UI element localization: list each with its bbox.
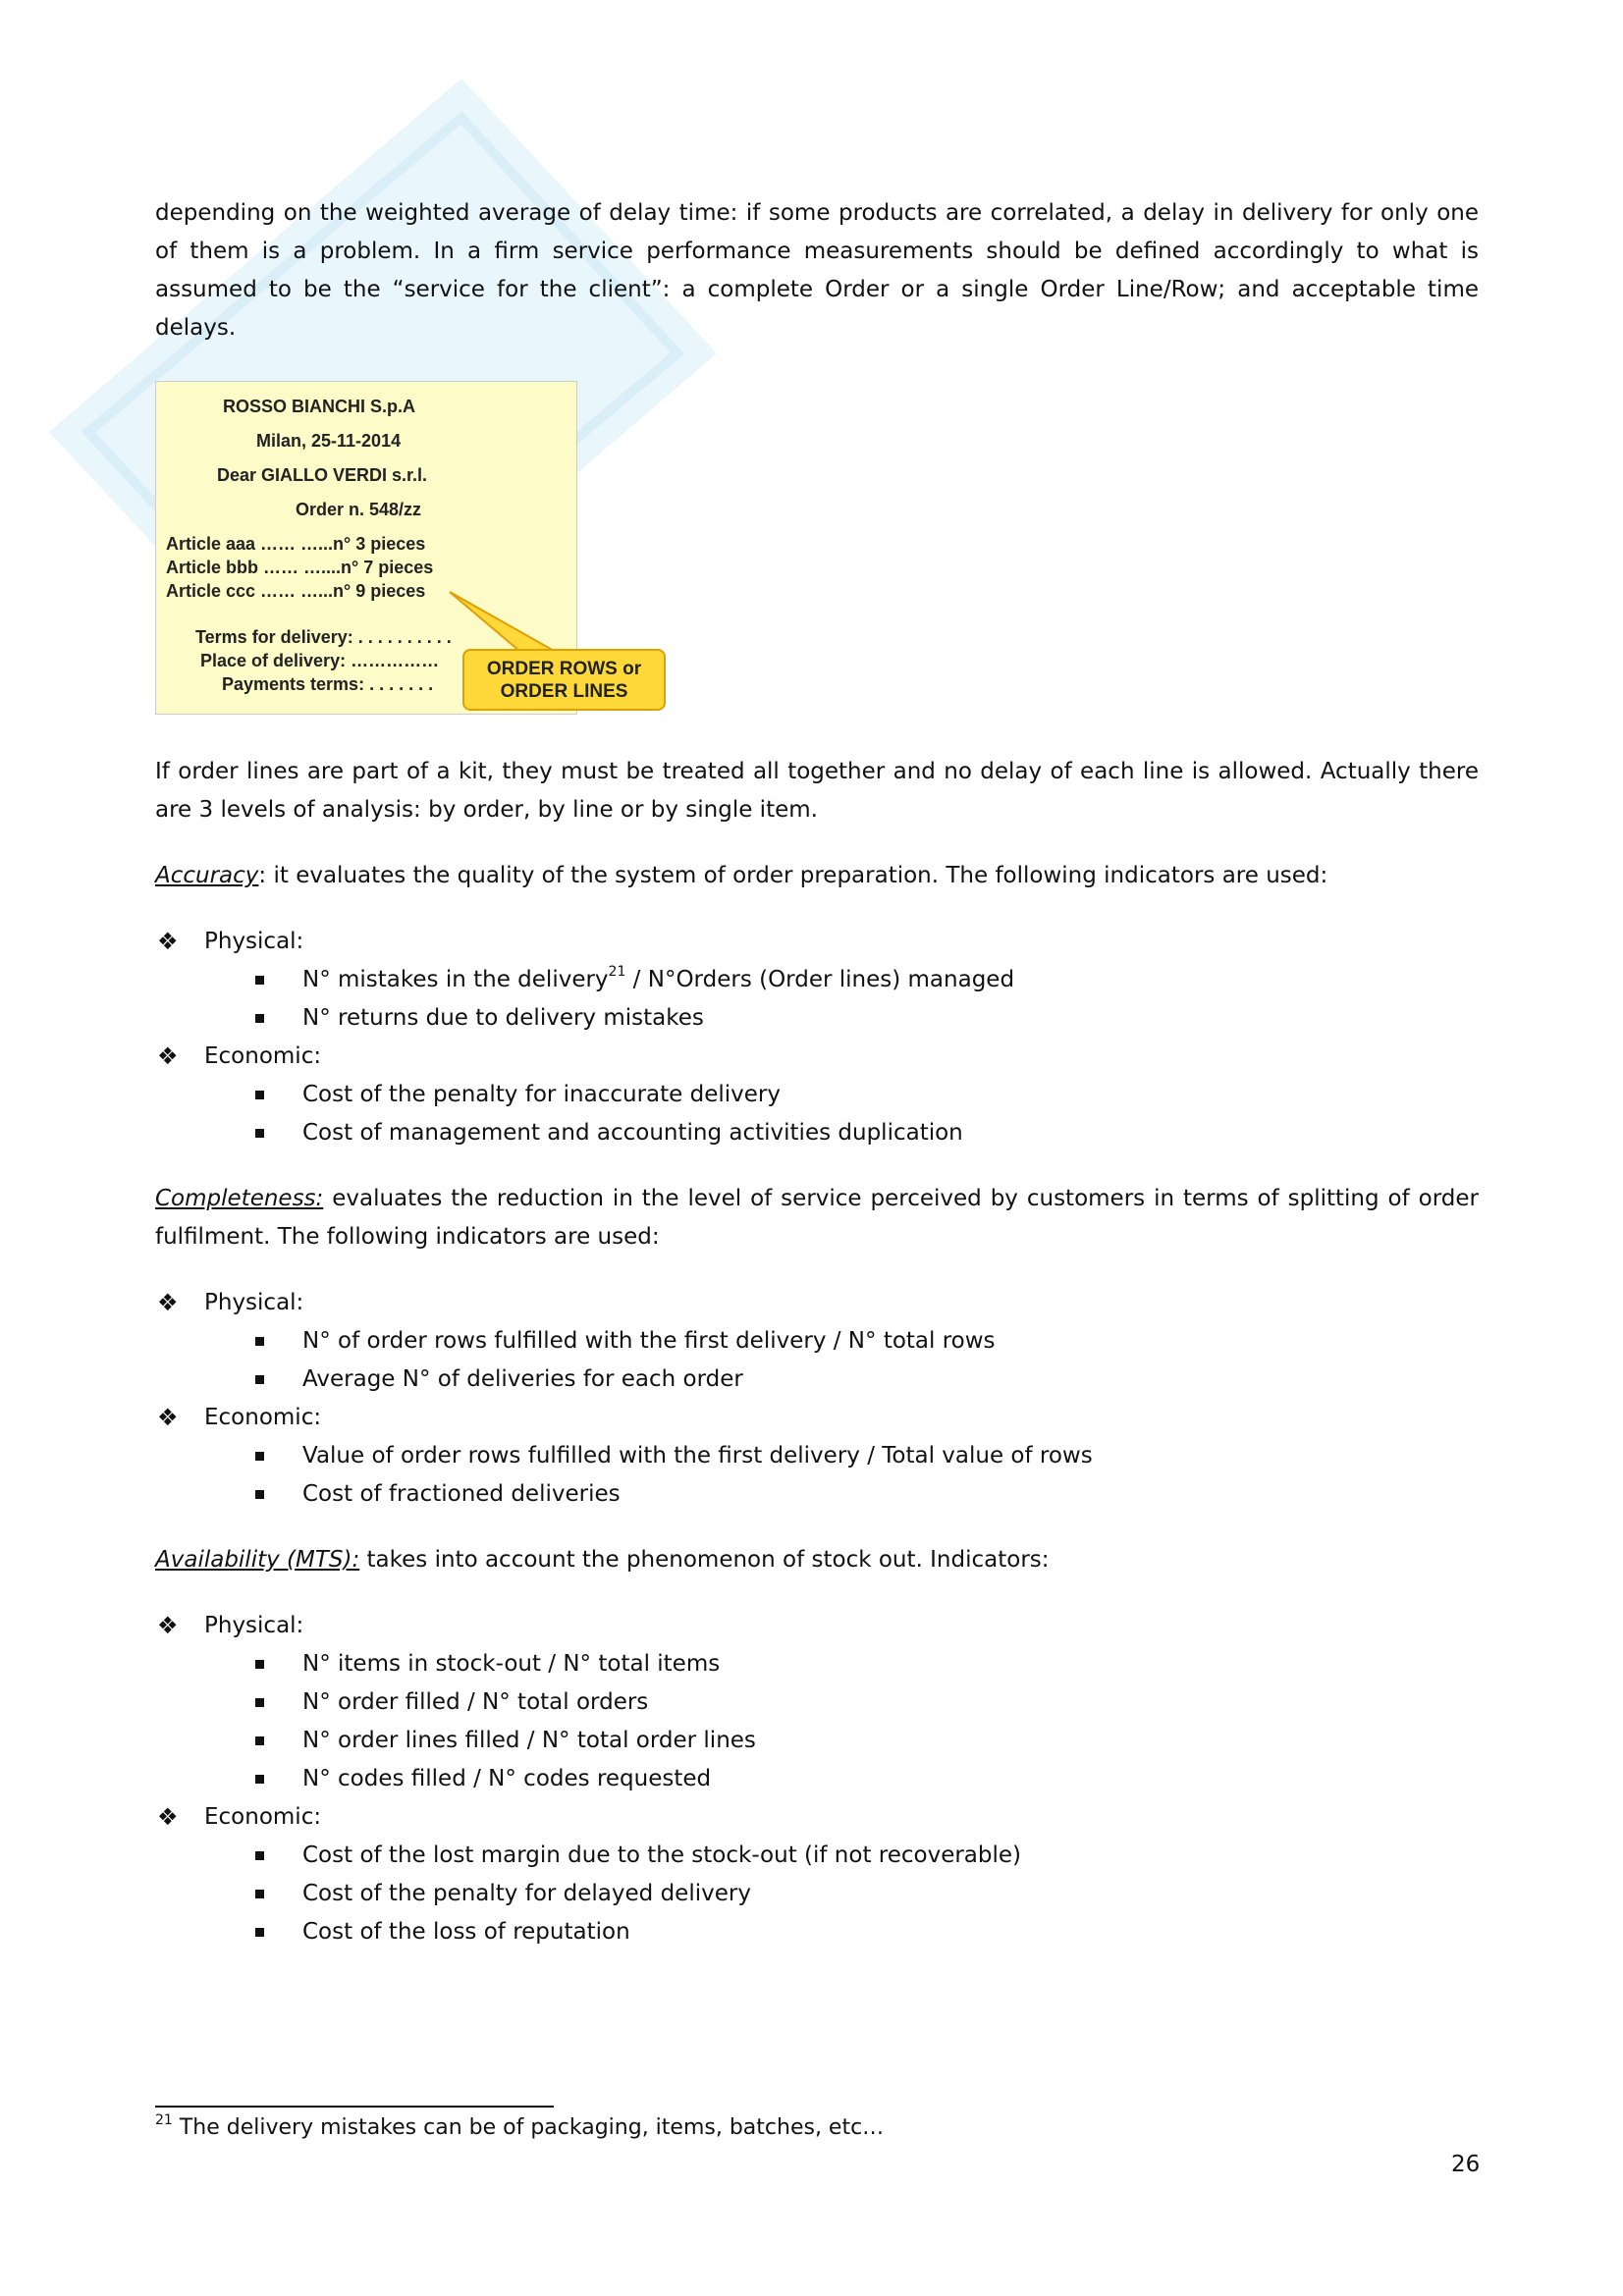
list-item: [302, 1437, 1479, 1475]
square-bullet-icon: [255, 1337, 264, 1346]
group-label: Physical:: [204, 1613, 304, 1638]
square-bullet-icon: [255, 1851, 264, 1860]
item-text: Cost of the penalty for inaccurate delivery: [302, 1082, 781, 1107]
page-number: 26: [1451, 2152, 1481, 2177]
square-bullet-icon: [255, 1660, 264, 1669]
group-label: Physical:: [204, 1290, 304, 1315]
list-item: [302, 1645, 1479, 1683]
item-text: Cost of management and accounting activities duplication: [302, 1120, 963, 1146]
completeness-indicators: [155, 1284, 1479, 1514]
completeness-paragraph: [155, 1180, 1479, 1256]
item-text-continued: / N°Orders (Order lines) managed: [625, 967, 1015, 992]
list-item: [302, 1875, 1479, 1913]
letter-dear: Dear GIALLO VERDI s.r.l.: [217, 465, 428, 485]
item-text: N° codes filled / N° codes requested: [302, 1766, 712, 1791]
item-text: N° of order rows fulfilled with the first delivery / N° total rows: [302, 1328, 996, 1354]
square-bullet-icon: [255, 1014, 264, 1023]
accuracy-paragraph: [155, 857, 1479, 895]
list-item: [302, 1683, 1479, 1722]
order-letter-figure: [155, 381, 666, 720]
availability-indicators: [155, 1607, 1479, 1951]
intro-paragraph: depending on the weighted average of delay time: if some products are correlated, a delay in delivery for only one of them is a problem. In a firm service performance measurements should be defined accordingly to what is assumed to be the “service for the client”: a complete Order or a single Order Line/Row; and acceptable time delays.: [155, 200, 1479, 341]
diamond-bullet-icon: ❖: [157, 1042, 179, 1070]
indicator-group: [155, 923, 1479, 1038]
letter-article-row: Article ccc …… …...n° 9 pieces: [166, 581, 426, 601]
availability-paragraph: [155, 1541, 1479, 1579]
letter-date: Milan, 25-11-2014: [256, 431, 402, 451]
kit-paragraph: If order lines are part of a kit, they must be treated all together and no delay of each line is allowed. Actually there are 3 levels of analysis: by order, by line or by single item.: [155, 759, 1479, 823]
order-rows-callout: [462, 649, 666, 711]
item-text: N° mistakes in the delivery: [302, 967, 609, 992]
list-item: [302, 1837, 1479, 1875]
letter-order-number: Order n. 548/zz: [296, 500, 422, 519]
square-bullet-icon: [255, 1490, 264, 1499]
item-text: N° order filled / N° total orders: [302, 1689, 649, 1715]
list-item: [302, 1722, 1479, 1760]
main-content: [155, 194, 1479, 1951]
callout-line: ORDER ROWS or: [486, 659, 642, 679]
square-bullet-icon: [255, 1775, 264, 1784]
group-label: Economic:: [204, 1043, 322, 1069]
list-item: [302, 1076, 1479, 1114]
list-item: [302, 1760, 1479, 1798]
list-item: [302, 1114, 1479, 1152]
indicator-group: [155, 1399, 1479, 1514]
footnote-number: 21: [155, 2111, 173, 2128]
availability-text: takes into account the phenomenon of stock out. Indicators:: [359, 1547, 1050, 1573]
availability-term: Availability (MTS):: [155, 1547, 360, 1573]
list-item: [302, 1322, 1479, 1361]
footnote-divider: [155, 2106, 554, 2108]
diamond-bullet-icon: ❖: [157, 928, 179, 955]
square-bullet-icon: [255, 1698, 264, 1707]
diamond-bullet-icon: ❖: [157, 1404, 179, 1431]
item-text: Cost of fractioned deliveries: [302, 1481, 621, 1507]
item-text: N° items in stock-out / N° total items: [302, 1651, 721, 1677]
square-bullet-icon: [255, 1890, 264, 1898]
footnote: [155, 2111, 885, 2140]
indicator-group: [155, 1284, 1479, 1399]
square-bullet-icon: [255, 1129, 264, 1138]
footnote-text: The delivery mistakes can be of packaging, items, batches, etc…: [172, 2115, 885, 2140]
group-label: Economic:: [204, 1405, 322, 1430]
letter-article-row: Article aaa …… …...n° 3 pieces: [166, 534, 426, 554]
square-bullet-icon: [255, 1452, 264, 1461]
square-bullet-icon: [255, 1736, 264, 1745]
item-text: Cost of the penalty for delayed delivery: [302, 1881, 751, 1906]
list-item: [302, 1361, 1479, 1399]
diamond-bullet-icon: ❖: [157, 1612, 179, 1639]
list-item: [302, 999, 1479, 1038]
letter-payment: Payments terms: . . . . . . .: [222, 674, 434, 694]
square-bullet-icon: [255, 976, 264, 985]
list-item: [302, 1913, 1479, 1951]
completeness-term: Completeness:: [155, 1186, 324, 1211]
letter-terms: Terms for delivery: . . . . . . . . . .: [195, 627, 452, 647]
accuracy-text: : it evaluates the quality of the system of order preparation. The following indicators are used:: [258, 863, 1328, 888]
item-text: N° order lines filled / N° total order lines: [302, 1728, 756, 1753]
group-label: Physical:: [204, 929, 304, 954]
list-item: [302, 1475, 1479, 1514]
item-text: N° returns due to delivery mistakes: [302, 1005, 704, 1031]
indicator-group: [155, 1038, 1479, 1152]
square-bullet-icon: [255, 1928, 264, 1937]
item-text: Average N° of deliveries for each order: [302, 1366, 743, 1392]
accuracy-term: Accuracy: [155, 863, 259, 888]
list-item: [302, 961, 1479, 999]
accuracy-indicators: [155, 923, 1479, 1152]
diamond-bullet-icon: ❖: [157, 1289, 179, 1316]
letter-place: Place of delivery: ……………: [200, 651, 440, 670]
square-bullet-icon: [255, 1091, 264, 1099]
footnote-ref: 21: [608, 964, 626, 981]
indicator-group: [155, 1798, 1479, 1951]
indicator-group: [155, 1607, 1479, 1798]
item-text: Value of order rows fulfilled with the first delivery / Total value of rows: [302, 1443, 1093, 1468]
item-text: Cost of the loss of reputation: [302, 1919, 630, 1945]
callout-line: ORDER LINES: [500, 681, 628, 702]
square-bullet-icon: [255, 1375, 264, 1384]
item-text: Cost of the lost margin due to the stock-out (if not recoverable): [302, 1842, 1022, 1868]
group-label: Economic:: [204, 1804, 322, 1830]
letter-company: ROSSO BIANCHI S.p.A: [223, 397, 416, 416]
letter-article-row: Article bbb …… …....n° 7 pieces: [166, 558, 434, 577]
completeness-text: evaluates the reduction in the level of service perceived by customers in terms of splitting of order fulfilment. The following indicators are used:: [155, 1186, 1479, 1250]
diamond-bullet-icon: ❖: [157, 1803, 179, 1831]
